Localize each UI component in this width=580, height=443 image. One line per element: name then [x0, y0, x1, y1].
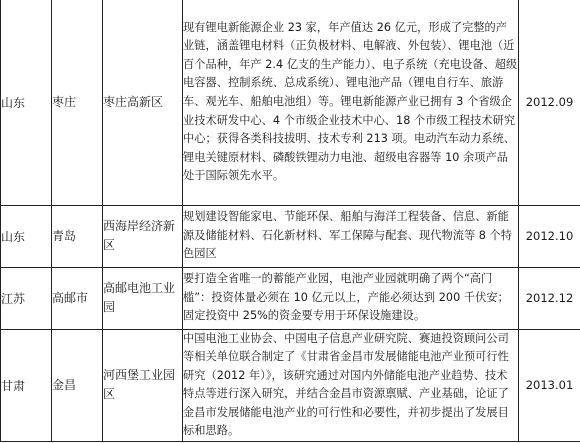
province-cell: 山东: [1, 205, 52, 267]
city-cell: 青岛: [52, 205, 103, 267]
zone-cell: 枣庄高新区: [103, 0, 183, 205]
province-cell: 江苏: [1, 267, 52, 329]
date-cell: 2012.12: [519, 267, 580, 329]
city-cell: 枣庄: [52, 0, 103, 205]
description-cell: 中国电池工业协会、中国电子信息产业研究院、赛迪投资顾问公司等相关单位联合制定了《甘肃省金昌市发展储能电池产业预可行性研究（2012 年）》，该研究通过对国内外储能电池产业趋势、技术特点等进行深入研究，并结合金昌市资源禀赋、产业基础，论证了金昌市发展储能电池产业的可行性和必要性，并初步提出了发展目标和思路。: [183, 329, 519, 442]
table-row: [1, 329, 580, 442]
description-cell: 要打造全省唯一的蓄能产业园，电池产业园就明确了两个“高门槛”：投资体量必须在 10 亿元以上，产能必须达到 200 千伏安；固定投资中 25%的资金要专用于环保设施建设。: [183, 267, 519, 329]
description-cell: 现有锂电新能源企业 23 家，年产值达 26 亿元，形成了完整的产业链，涵盖锂电材料（正负极材料、电解液、外包装）、锂电池（近百个品种，年产 2.4 亿支的生产能力）、电子系统（充电设备、超级电容器、控制系统、总成系统）、锂电池产品（锂电自行车、旅游车、观光车、船舶电池组）等。锂电新能源产业已拥有 3 个省级企业技术研发中心、4 个市级企业技术中心、18 个市级工程技术研究中心；获得各类科技拔明、技术专利 213 项。电动汽车动力系统、锂电关键原材料、磷酸铁锂动力电池、超级电容器等 10 余项产品处于国际领先水平。: [183, 0, 519, 205]
table-row: [1, 267, 580, 329]
zone-cell: 高邮电池工业园: [103, 267, 183, 329]
table-row: [1, 0, 580, 205]
province-cell: 甘肃: [1, 329, 52, 442]
province-cell: 山东: [1, 0, 52, 205]
zone-cell: 河西堡工业园区: [103, 329, 183, 442]
city-cell: 金昌: [52, 329, 103, 442]
table-row: [1, 205, 580, 267]
date-cell: 2012.09: [519, 0, 580, 205]
date-cell: 2013.01: [519, 329, 580, 442]
description-cell: 规划建设智能家电、节能环保、船舶与海洋工程装备、信息、新能源及储能材料、石化新材料、军工保障与配套、现代物流等 8 个特色园区: [183, 205, 519, 267]
city-cell: 高邮市: [52, 267, 103, 329]
date-cell: 2012.10: [519, 205, 580, 267]
zone-cell: 西海岸经济新区: [103, 205, 183, 267]
